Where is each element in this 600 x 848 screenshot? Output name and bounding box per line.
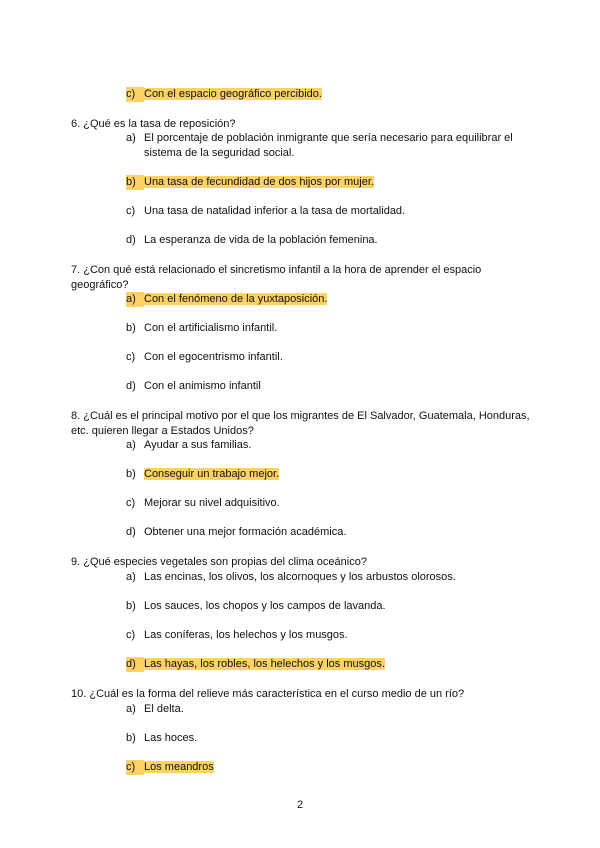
q6-option-b [126,175,526,190]
option-letter: c) [126,497,136,509]
question-7: 7. ¿Con qué está relacionado el sincretismo infantil a la hora de aprender el espacio geográfico? [71,264,482,291]
option-letter: d) [126,234,136,246]
question-6: 6. ¿Qué es la tasa de reposición? [71,118,236,130]
q7-option-b [126,321,526,336]
option-letter: b) [126,175,144,190]
option-letter: b) [126,468,136,480]
option-letter: a) [126,439,136,451]
q10-option-b [126,731,526,746]
option-prev-c [126,87,526,102]
q10-option-a [126,702,526,717]
option-letter: a) [126,292,144,307]
q9-option-d [126,657,526,672]
option-letter: a) [126,703,136,715]
q6-option-a [126,131,526,159]
option-letter: c) [126,760,144,775]
option-text: Con el animismo infantil [144,380,261,392]
option-text: Los sauces, los chopos y los campos de lavanda. [144,600,386,612]
q9-option-a [126,570,526,585]
option-text: El porcentaje de población inmigrante que sería necesario para equilibrar el sistema de la seguridad social. [144,132,513,159]
option-text: Con el espacio geográfico percibido. [144,88,322,100]
option-text: Los meandros [144,761,214,773]
q7-option-c [126,350,526,365]
option-letter: c) [126,87,144,102]
option-letter: c) [126,629,136,641]
q8-option-c [126,496,526,511]
option-text: La esperanza de vida de la población femenina. [144,234,378,246]
option-letter: a) [126,132,136,144]
option-text: Una tasa de fecundidad de dos hijos por mujer. [144,176,374,188]
option-text: Las coníferas, los helechos y los musgos. [144,629,348,641]
option-text: El delta. [144,703,184,715]
option-text: Obtener una mejor formación académica. [144,526,347,538]
option-letter: c) [126,205,136,217]
q8-option-b [126,467,526,482]
option-text: Con el fenómeno de la yuxtaposición. [144,293,328,305]
question-10: 10. ¿Cuál es la forma del relieve más característica en el curso medio de un río? [71,688,465,700]
question-9: 9. ¿Qué especies vegetales son propias del clima oceánico? [71,556,367,568]
q9-option-c [126,628,526,643]
q10-option-c [126,760,526,775]
q8-option-d [126,525,526,540]
option-text: Una tasa de natalidad inferior a la tasa de mortalidad. [144,205,406,217]
q6-option-d [126,233,526,248]
option-letter: a) [126,571,136,583]
page-number: 2 [296,799,304,811]
question-8: 8. ¿Cuál es el principal motivo por el que los migrantes de El Salvador, Guatemala, Honduras, etc. quieren llegar a Estados Unidos? [71,410,530,437]
option-letter: b) [126,322,136,334]
q7-option-d [126,379,526,394]
option-letter: d) [126,657,144,672]
q9-option-b [126,599,526,614]
option-text: Con el artificialismo infantil. [144,322,278,334]
option-text: Las encinas, los olivos, los alcornoques y los arbustos olorosos. [144,571,456,583]
option-text: Mejorar su nivel adquisitivo. [144,497,280,509]
q8-option-a [126,438,526,453]
option-letter: b) [126,600,136,612]
option-text: Las hayas, los robles, los helechos y los musgos. [144,658,385,670]
option-text: Las hoces. [144,732,198,744]
option-text: Conseguir un trabajo mejor. [144,468,280,480]
option-letter: b) [126,732,136,744]
option-text: Con el egocentrismo infantil. [144,351,283,363]
option-letter: d) [126,526,136,538]
option-letter: d) [126,380,136,392]
option-letter: c) [126,351,136,363]
q7-option-a [126,292,526,307]
q6-option-c [126,204,526,219]
option-text: Ayudar a sus familias. [144,439,252,451]
